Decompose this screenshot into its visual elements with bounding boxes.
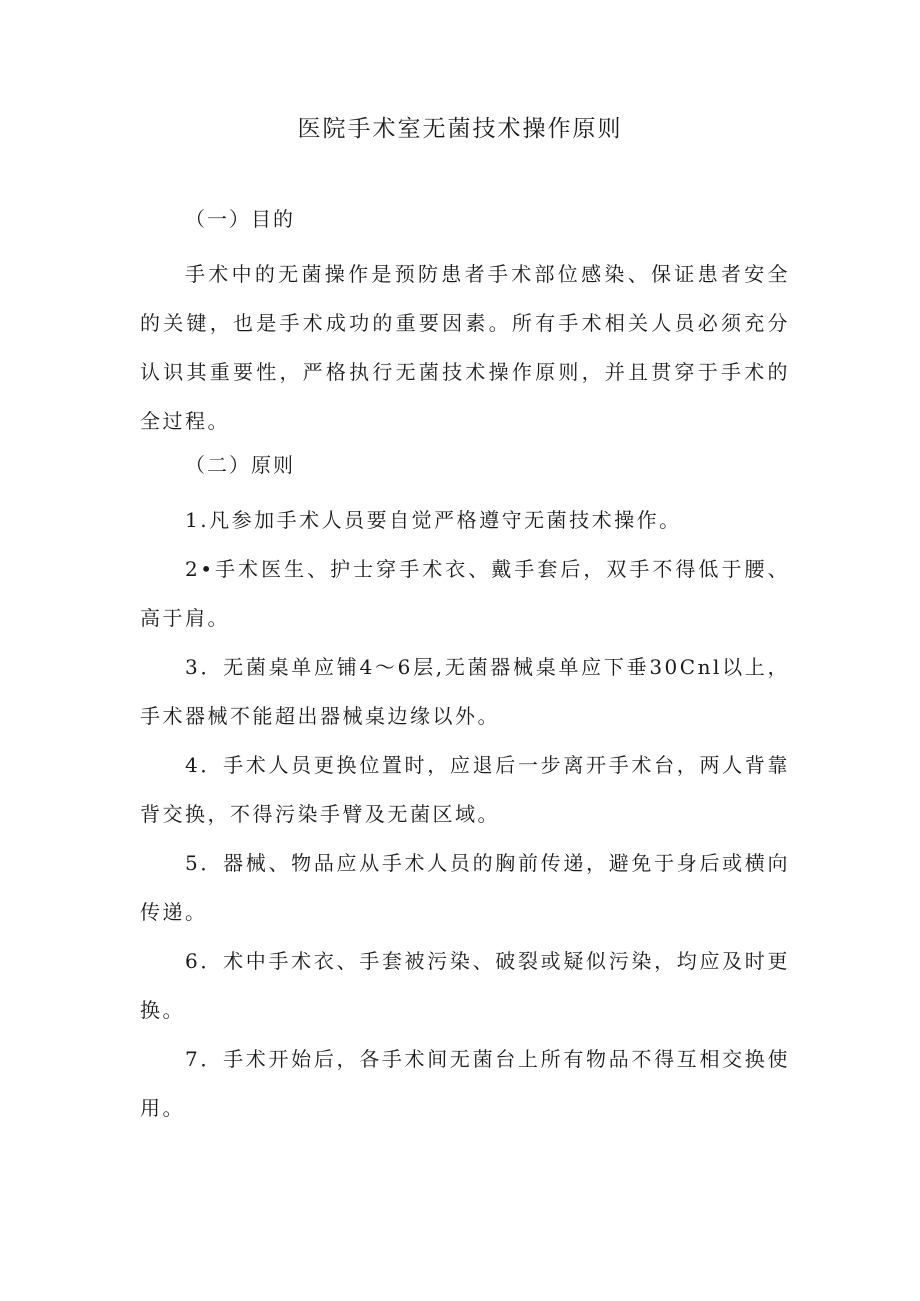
principle-item-4: 4．手术人员更换位置时，应退后一步离开手术台，两人背靠背交换，不得污染手臂及无菌区域。 (140, 753, 790, 826)
principle-item-2: 2•手术医生、护士穿手术衣、戴手套后，双手不得低于腰、高于肩。 (140, 557, 790, 630)
principle-item-1: 1.凡参加手术人员要自觉严格遵守无菌技术操作。 (185, 508, 682, 532)
principle-item-5: 5．器械、物品应从手术人员的胸前传递，避免于身后或横向传递。 (140, 851, 790, 924)
section-heading-purpose: （一）目的 (185, 207, 295, 231)
principle-item-6: 6．术中手术衣、手套被污染、破裂或疑似污染，均应及时更换。 (140, 949, 790, 1022)
principle-item-7: 7．手术开始后，各手术间无菌台上所有物品不得互相交换使用。 (140, 1047, 790, 1120)
section-heading-principles: （二）原则 (185, 453, 295, 477)
document-body (140, 202, 790, 1133)
purpose-paragraph: 手术中的无菌操作是预防患者手术部位感染、保证患者安全的关键，也是手术成功的重要因素。所有手术相关人员必须充分认识其重要性，严格执行无菌技术操作原则，并且贯穿于手术的全过程。 (140, 262, 790, 433)
document-title: 医院手术室无菌技术操作原则 (297, 116, 623, 142)
principle-item-3: 3．无菌桌单应铺4～6层,无菌器械桌单应下垂30Cnl以上，手术器械不能超出器械桌边缘以外。 (140, 655, 790, 728)
